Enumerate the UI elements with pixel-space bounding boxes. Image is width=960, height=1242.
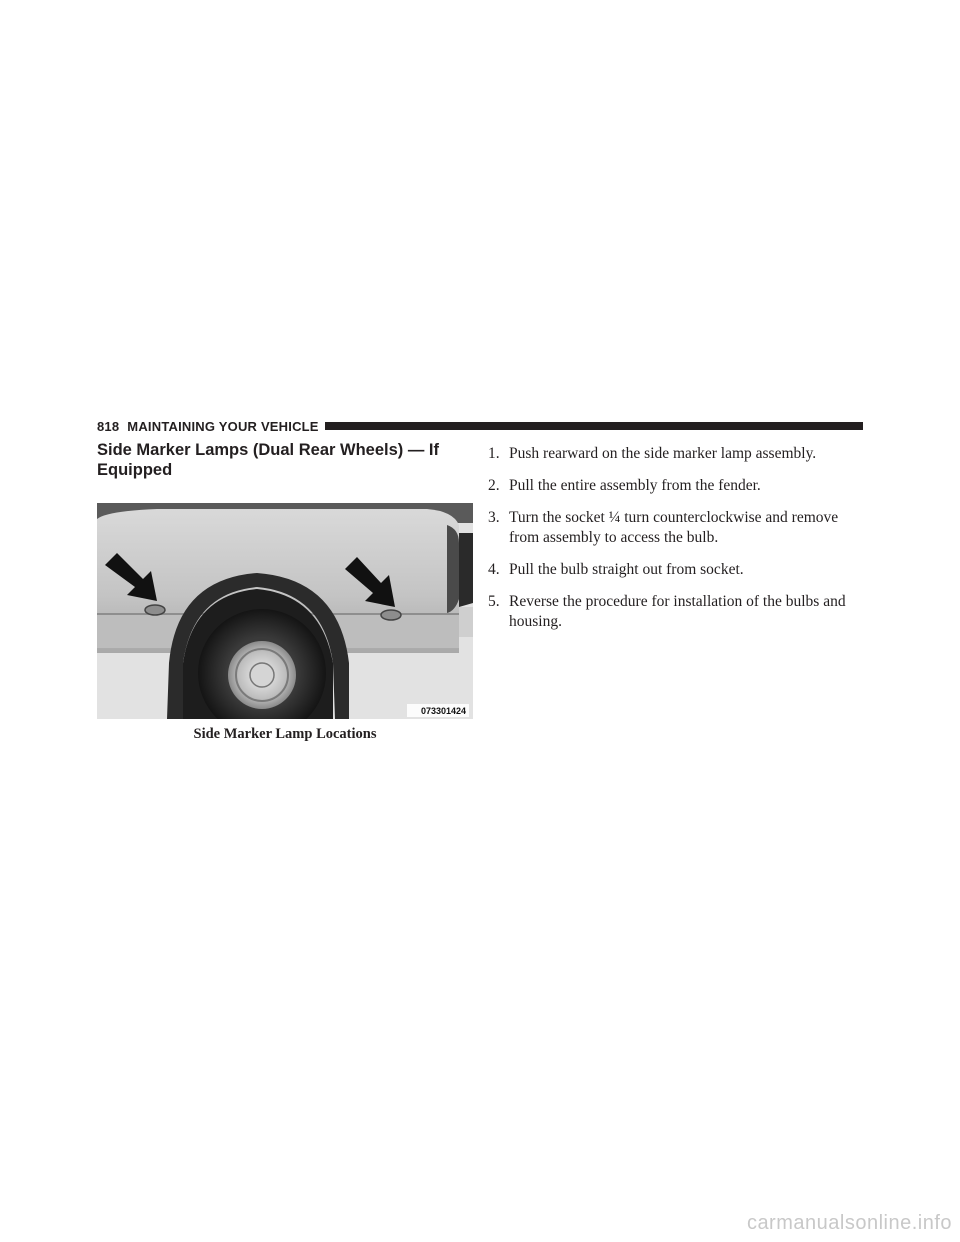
step-item bbox=[488, 560, 864, 580]
step-text: Reverse the procedure for installation of the bulbs and housing. bbox=[509, 593, 846, 630]
watermark-text: carmanualsonline.info bbox=[746, 1212, 952, 1234]
step-item bbox=[488, 592, 864, 632]
step-text: Turn the socket ¼ turn counterclockwise and remove from assembly to access the bulb. bbox=[509, 509, 839, 546]
figure-image-code: 073301424 bbox=[420, 706, 466, 716]
procedure-steps bbox=[488, 444, 864, 644]
step-number: 1. bbox=[488, 445, 500, 462]
side-marker-lamp-figure bbox=[97, 503, 473, 719]
step-text: Pull the entire assembly from the fender. bbox=[509, 477, 761, 494]
step-item bbox=[488, 508, 864, 548]
figure-caption: Side Marker Lamp Locations bbox=[193, 726, 377, 742]
rear-marker-lamp-icon bbox=[381, 610, 401, 620]
page-number: 818 bbox=[97, 418, 120, 434]
step-number: 5. bbox=[488, 593, 500, 610]
step-number: 2. bbox=[488, 477, 500, 494]
header-rule bbox=[325, 422, 863, 430]
step-number: 3. bbox=[488, 509, 500, 526]
step-item bbox=[488, 476, 864, 496]
step-item bbox=[488, 444, 864, 464]
step-number: 4. bbox=[488, 561, 500, 578]
section-title: MAINTAINING YOUR VEHICLE bbox=[127, 418, 319, 434]
step-text: Pull the bulb straight out from socket. bbox=[509, 561, 744, 578]
section-heading: Side Marker Lamps (Dual Rear Wheels) — If Equipped bbox=[97, 441, 440, 479]
step-text: Push rearward on the side marker lamp assembly. bbox=[509, 445, 817, 462]
running-header bbox=[97, 418, 863, 434]
truck-fender-illustration bbox=[97, 503, 473, 719]
front-marker-lamp-icon bbox=[145, 605, 165, 615]
